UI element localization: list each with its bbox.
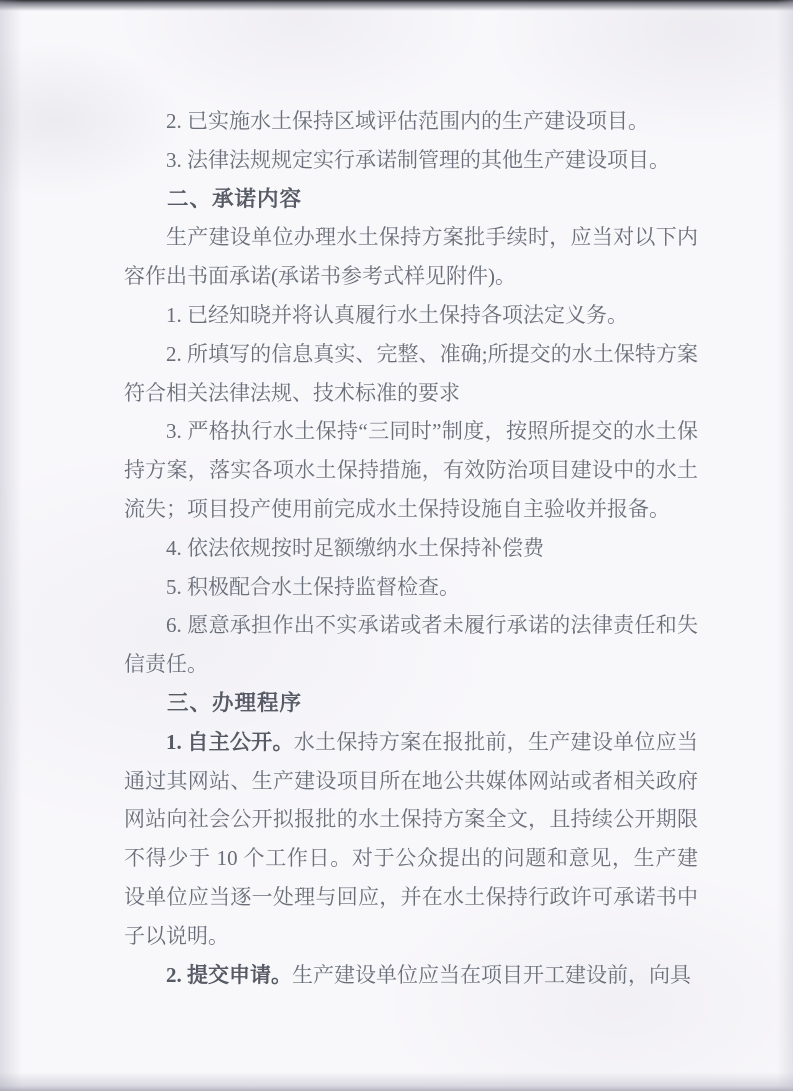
paragraph-lead-bold: 1. 自主公开。 <box>166 729 294 754</box>
paragraph-list-item-2 <box>124 102 698 141</box>
paragraph-procedure-step-1 <box>124 723 698 956</box>
paragraph-text: 5. 积极配合水土保持监督检查。 <box>166 574 460 599</box>
scan-bottom-edge <box>0 1071 793 1091</box>
paragraph-text: 生产建设单位应当在项目开工建设前，向具 <box>292 962 691 987</box>
paragraph-list-item-3 <box>124 141 698 180</box>
paragraph-procedure-step-2 <box>124 956 698 995</box>
scan-top-edge <box>0 0 793 12</box>
paragraph-commitment-intro <box>124 218 698 296</box>
paragraph-commitment-6 <box>124 606 698 684</box>
paragraph-commitment-5 <box>124 568 698 607</box>
paragraph-commitment-3 <box>124 412 698 528</box>
paragraph-text: 3. 法律法规规定实行承诺制管理的其他生产建设项目。 <box>166 147 670 172</box>
document-body <box>124 102 698 994</box>
scan-left-edge <box>0 0 22 1091</box>
paragraph-text: 2. 已实施水土保持区域评估范围内的生产建设项目。 <box>166 109 649 133</box>
paragraph-text: 水土保持方案在报批前，生产建设单位应当通过其网站、生产建设项目所在地公共媒体网站或者相关政府网站向社会公开拟报批的水土保持方案全文，且持续公开期限不得少于 10 个工作日。对于公众提出的问题和意见，生产建设单位应当逐一处理与回应，并在水土保持行政许可承诺书中子以说明。 <box>124 729 698 948</box>
paragraph-text: 6. 愿意承担作出不实承诺或者未履行承诺的法律责任和失信责任。 <box>124 613 698 677</box>
scan-right-edge <box>777 0 793 1091</box>
heading-text: 二、承诺内容 <box>167 186 303 211</box>
paragraph-commitment-4 <box>124 529 698 568</box>
heading-text: 三、办理程序 <box>167 690 303 715</box>
section-heading-commitment-content <box>124 180 698 219</box>
paragraph-text: 3. 严格执行水土保持“三同时”制度，按照所提交的水土保持方案，落实各项水土保持措施，有效防治项目建设中的水土流失；项目投产使用前完成水土保持设施自主验收并报备。 <box>124 419 698 521</box>
paragraph-lead-bold: 2. 提交申请。 <box>166 962 292 987</box>
paragraph-text: 4. 依法依规按时足额缴纳水土保持补偿费 <box>166 535 544 560</box>
paragraph-text: 2. 所填写的信息真实、完整、准确;所提交的水土保特方案符合相关法律法规、技术标准的要求 <box>124 341 698 405</box>
paragraph-commitment-2 <box>124 335 698 413</box>
paragraph-text: 1. 已经知晓并将认真履行水土保持各项法定义务。 <box>166 302 628 327</box>
paragraph-commitment-1 <box>124 296 698 335</box>
paragraph-text: 生产建设单位办理水土保持方案批手续时，应当对以下内容作出书面承诺(承诺书参考式样见附件)。 <box>124 225 698 289</box>
section-heading-procedure <box>124 684 698 723</box>
